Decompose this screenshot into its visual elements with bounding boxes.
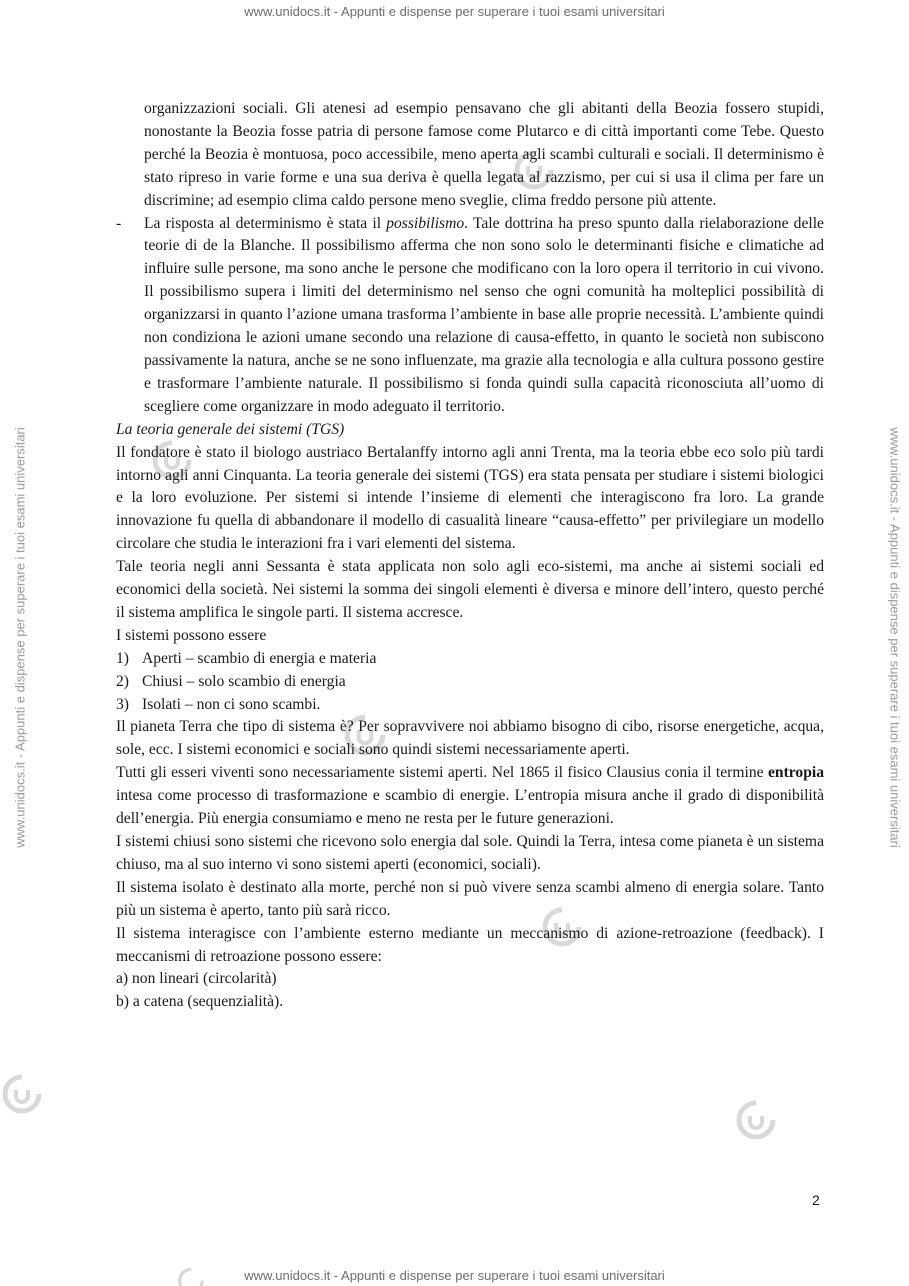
- section-heading-tgs: La teoria generale dei sistemi (TGS): [116, 420, 345, 438]
- paragraph-closed-systems: I sistemi chiusi sono sistemi che ricevono solo energia dal sole. Quindi la Terra, intesa come pianeta è un sistema chiuso, ma al suo interno vi sono sistemi aperti (economici, sociali).: [116, 833, 824, 873]
- list-item: [116, 648, 824, 671]
- left-side-watermark: www.unidocs.it - Appunti e dispense per superare i tuoi esami universitari: [12, 427, 28, 848]
- paragraph-isolated-systems: Il sistema isolato è destinato alla morte, perché non si può vivere senza scambi almeno di energia solare. Tanto più un sistema è aperto, tanto più sarà ricco.: [116, 878, 824, 919]
- paragraph-earth-system: Il pianeta Terra che tipo di sistema è? Per sopravvivere noi abbiamo bisogno di cibo, risorse energetiche, acqua, sole, ecc. I sistemi economici e sociali sono quindi sistemi necessariamente aperti.: [116, 718, 824, 759]
- paragraph-tgs-application: Tale teoria negli anni Sessanta è stata applicata non solo agli eco-sistemi, ma anche ai sistemi sociali ed economici della società. Nei sistemi la somma dei singoli elementi è diversa e minore dell’intero, questo perché il sistema amplifica le singole parti. Il sistema accresce.: [116, 558, 824, 621]
- paragraph-entropy: [116, 762, 824, 831]
- bullet-possibilism: [116, 213, 824, 419]
- list-item-text: Aperti – scambio di energia e materia: [142, 649, 377, 667]
- unidocs-logo-icon: [734, 1098, 778, 1142]
- list-item-number: 2): [116, 672, 129, 690]
- term-entropia: entropia: [767, 764, 824, 782]
- list-item-text: Chiusi – solo scambio di energia: [142, 672, 346, 690]
- entropy-text-start: Tutti gli esseri viventi sono necessariamente sistemi aperti. Nel 1865 il fisico Clausius conia il termine: [116, 764, 768, 782]
- unidocs-logo-icon: [0, 1072, 44, 1116]
- list-item: [116, 671, 824, 694]
- paragraph-feedback: Il sistema interagisce con l’ambiente esterno mediante un meccanismo di azione-retroazione (feedback). I meccanismi di retroazione possono essere:: [116, 924, 824, 965]
- feedback-item-a: a) non lineari (circolarità): [116, 970, 277, 988]
- paragraph-systems-intro: I sistemi possono essere: [116, 626, 267, 644]
- entropy-text-end: intesa come processo di trasformazione e scambio di energie. L’entropia misura anche il grado di disponibilità dell’energia. Più energia consumiamo e meno ne resta per le future generazioni.: [116, 787, 824, 828]
- list-item-number: 3): [116, 695, 129, 713]
- list-item-text: Isolati – non ci sono scambi.: [142, 695, 321, 713]
- bullet-possibilism-text-start: La risposta al determinismo è stata il: [144, 214, 387, 232]
- document-body: [116, 98, 824, 1014]
- feedback-item-b: b) a catena (sequenzialità).: [116, 993, 284, 1011]
- list-item: [116, 694, 824, 717]
- header-watermark: www.unidocs.it - Appunti e dispense per superare i tuoi esami universitari: [244, 4, 665, 19]
- paragraph-tgs-founder: Il fondatore è stato il biologo austriaco Bertalanffy intorno agli anni Trenta, ma la teoria ebbe eco solo più tardi intorno agli anni Cinquanta. La teoria generale dei sistemi (TGS) era stata pensata per studiare i sistemi biologici e la loro evoluzione. Per sistemi si intende l’insieme di elementi che interagiscono fra loro. La grande innovazione fu quella di abbandonare il modello di casualità lineare “causa-effetto” per privilegiare un modello circolare che studia le interazioni fra i vari elementi del sistema.: [116, 443, 824, 553]
- right-side-watermark: www.unidocs.it - Appunti e dispense per superare i tuoi esami universitari: [887, 427, 903, 848]
- bullet-possibilism-text-end: . Tale dottrina ha preso spunto dalla rielaborazione delle teorie di de la Blanche. Il possibilismo afferma che non sono solo le determinanti fisiche e climatiche ad influire sulle persone, ma sono anche le persone che modificano con la loro opera il territorio in cui vivono. Il possibilismo supera i limiti del determinismo nel senso che ogni comunità ha molteplici possibilità di organizzarsi in quanto l’azione umana trasforma l’ambiente in base alle proprie necessità. L’ambiente quindi non condiziona le azioni umane secondo una relazione di causa-effetto, in quanto le società non subiscono passivamente la natura, anche se ne sono influenzate, ma grazie alla tecnologia e alla cultura possono gestire e trasformare l’ambiente naturale. Il possibilismo si fonda quindi sulla capacità riconosciuta all’uomo di scegliere come organizzare in modo adeguato il territorio.: [144, 214, 824, 415]
- list-item-number: 1): [116, 649, 129, 667]
- bullet-dash: -: [116, 214, 122, 232]
- footer-watermark: www.unidocs.it - Appunti e dispense per superare i tuoi esami universitari: [244, 1268, 665, 1283]
- systems-list: [116, 648, 824, 717]
- term-possibilismo: possibilismo: [386, 214, 465, 232]
- paragraph-determinism-continued: organizzazioni sociali. Gli atenesi ad esempio pensavano che gli abitanti della Beozia fossero stupidi, nonostante la Beozia fosse patria di persone famose come Plutarco e di città importanti come Tebe. Questo perché la Beozia è montuosa, poco accessibile, meno aperta agli scambi culturali e sociali. Il determinismo è stato ripreso in varie forme e una sua deriva è quella legata al razzismo, per cui si usa il clima per fare un discrimine; ad esempio clima caldo persone meno sveglie, clima freddo persone più attente.: [144, 100, 824, 209]
- page-number: 2: [812, 1192, 820, 1208]
